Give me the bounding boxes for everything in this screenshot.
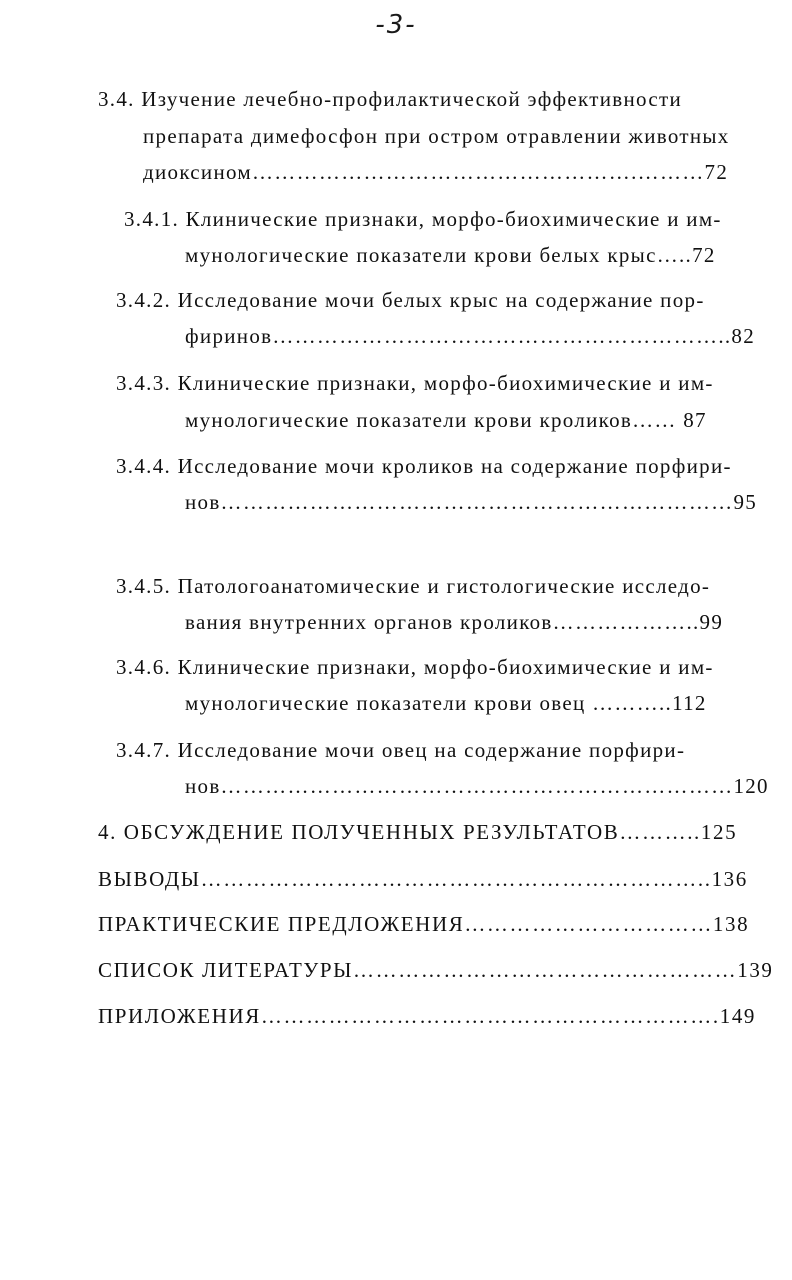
toc-entry-references: СПИСОК ЛИТЕРАТУРЫ……………………………………………139 bbox=[98, 958, 774, 982]
toc-line: препарата димефосфон при остром отравлении животных bbox=[143, 124, 730, 148]
toc-line: 3.4. Изучение лечебно-профилактической эффективности bbox=[98, 87, 683, 111]
toc-line: 3.4.2. Исследование мочи белых крыс на содержание пор- bbox=[116, 288, 705, 312]
toc-line: мунологические показатели крови кроликов…… 87 bbox=[185, 408, 707, 432]
page-number: -3- bbox=[375, 10, 417, 40]
toc-line: 3.4.3. Клинические признаки, морфо-биохимические и им- bbox=[116, 371, 714, 395]
toc-line: вания внутренних органов кроликов………………..99 bbox=[185, 610, 724, 634]
toc-line: мунологические показатели крови овец ………..112 bbox=[185, 691, 707, 715]
toc-line: диоксином…………………………………………….………72 bbox=[143, 160, 729, 184]
toc-entry-appendices: ПРИЛОЖЕНИЯ…………………………………………………….149 bbox=[98, 1004, 757, 1028]
toc-entry-4: 4. ОБСУЖДЕНИЕ ПОЛУЧЕННЫХ РЕЗУЛЬТАТОВ………..125 bbox=[98, 820, 738, 844]
toc-line: 3.4.6. Клинические признаки, морфо-биохимические и им- bbox=[116, 655, 714, 679]
toc-line: 3.4.5. Патологоанатомические и гистологические исследо- bbox=[116, 574, 711, 598]
toc-line: нов……………………………………………………………120 bbox=[185, 774, 769, 798]
toc-entry-conclusions: ВЫВОДЫ…………………………………………………………..136 bbox=[98, 867, 748, 891]
toc-line: мунологические показатели крови белых крыс…..72 bbox=[185, 243, 716, 267]
toc-line: 3.4.4. Исследование мочи кроликов на содержание порфири- bbox=[116, 454, 732, 478]
toc-line: 3.4.1. Клинические признаки, морфо-биохимические и им- bbox=[124, 207, 722, 231]
toc-line: нов……………………………………………………………95 bbox=[185, 490, 758, 514]
toc-line: 3.4.7. Исследование мочи овец на содержание порфири- bbox=[116, 738, 686, 762]
toc-line: фиринов……………………………………………………..82 bbox=[185, 324, 756, 348]
toc-entry-proposals: ПРАКТИЧЕСКИЕ ПРЕДЛОЖЕНИЯ……………………………138 bbox=[98, 912, 750, 936]
